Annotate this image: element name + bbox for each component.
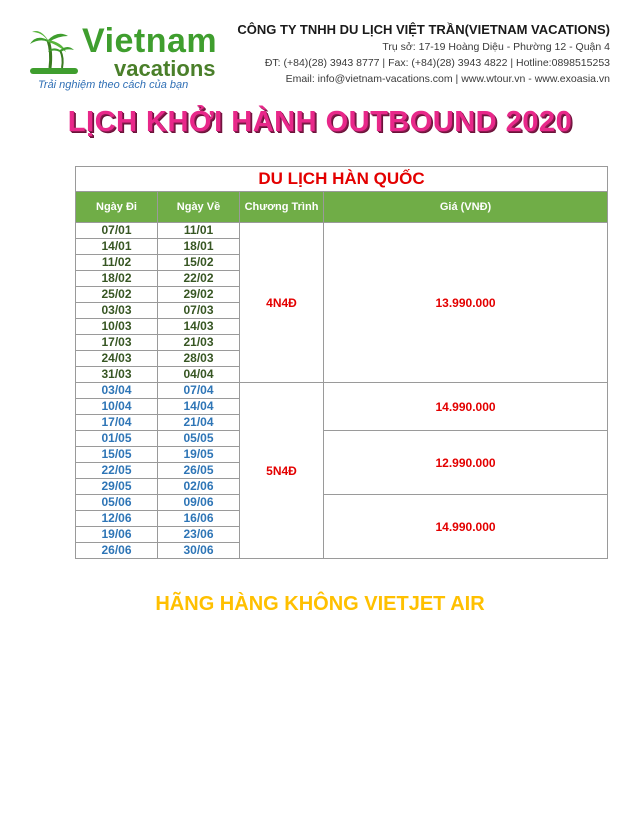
- depart-date: 01/05: [76, 431, 158, 447]
- return-date: 09/06: [158, 495, 240, 511]
- company-contact: Email: info@vietnam-vacations.com | www.wtour.vn - www.exoasia.vn: [285, 73, 610, 85]
- table-row: [76, 495, 608, 511]
- return-date: 14/04: [158, 399, 240, 415]
- company-address: Trụ sở: 17-19 Hoàng Diệu - Phường 12 - Quận 4: [382, 41, 610, 53]
- section-title: DU LỊCH HÀN QUỐC: [76, 167, 608, 192]
- airline-name: HÃNG HÀNG KHÔNG VIETJET AIR: [155, 593, 485, 615]
- depart-date: 15/05: [76, 447, 158, 463]
- depart-date: 17/03: [76, 335, 158, 351]
- company-phone: ĐT: (+84)(28) 3943 8777 | Fax: (+84)(28) 3943 4822 | Hotline:0898515253: [264, 57, 610, 69]
- return-date: 21/04: [158, 415, 240, 431]
- company-name: CÔNG TY TNHH DU LỊCH VIỆT TRẦN(VIETNAM VACATIONS): [237, 22, 610, 37]
- depart-date: 03/04: [76, 383, 158, 399]
- header-price: Giá (VNĐ): [324, 192, 608, 223]
- logo-word-vacations: vacations: [114, 56, 216, 81]
- depart-date: 05/06: [76, 495, 158, 511]
- table-row: [76, 223, 608, 239]
- header-return: Ngày Về: [158, 192, 240, 223]
- return-date: 04/04: [158, 367, 240, 383]
- return-date: 14/03: [158, 319, 240, 335]
- palm-tree-icon: [28, 28, 80, 78]
- price-cell: 13.990.000: [324, 223, 608, 383]
- depart-date: 10/04: [76, 399, 158, 415]
- page-title: LỊCH KHỞI HÀNH OUTBOUND 2020: [67, 106, 573, 138]
- return-date: 23/06: [158, 527, 240, 543]
- return-date: 07/04: [158, 383, 240, 399]
- depart-date: 29/05: [76, 479, 158, 495]
- return-date: 16/06: [158, 511, 240, 527]
- header-program: Chương Trình: [240, 192, 324, 223]
- return-date: 18/01: [158, 239, 240, 255]
- depart-date: 19/06: [76, 527, 158, 543]
- program-cell: 4N4Đ: [240, 223, 324, 383]
- depart-date: 26/06: [76, 543, 158, 559]
- return-date: 02/06: [158, 479, 240, 495]
- depart-date: 07/01: [76, 223, 158, 239]
- depart-date: 17/04: [76, 415, 158, 431]
- depart-date: 10/03: [76, 319, 158, 335]
- company-logo: [28, 22, 228, 97]
- schedule-table: [75, 166, 608, 559]
- depart-date: 12/06: [76, 511, 158, 527]
- return-date: 05/05: [158, 431, 240, 447]
- depart-date: 31/03: [76, 367, 158, 383]
- price-cell: 14.990.000: [324, 495, 608, 559]
- program-cell: 5N4Đ: [240, 383, 324, 559]
- logo-slogan: Trải nghiệm theo cách của bạn: [38, 79, 189, 91]
- schedule-table-wrapper: [75, 166, 607, 559]
- depart-date: 11/02: [76, 255, 158, 271]
- table-row: [76, 383, 608, 399]
- return-date: 11/01: [158, 223, 240, 239]
- return-date: 19/05: [158, 447, 240, 463]
- return-date: 21/03: [158, 335, 240, 351]
- return-date: 30/06: [158, 543, 240, 559]
- depart-date: 25/02: [76, 287, 158, 303]
- table-row: [76, 431, 608, 447]
- price-cell: 12.990.000: [324, 431, 608, 495]
- return-date: 29/02: [158, 287, 240, 303]
- return-date: 15/02: [158, 255, 240, 271]
- logo-word-vietnam: Vietnam: [82, 22, 218, 60]
- depart-date: 18/02: [76, 271, 158, 287]
- depart-date: 24/03: [76, 351, 158, 367]
- company-info: [237, 22, 610, 85]
- return-date: 07/03: [158, 303, 240, 319]
- return-date: 26/05: [158, 463, 240, 479]
- depart-date: 22/05: [76, 463, 158, 479]
- price-cell: 14.990.000: [324, 383, 608, 431]
- header-depart: Ngày Đi: [76, 192, 158, 223]
- depart-date: 14/01: [76, 239, 158, 255]
- return-date: 28/03: [158, 351, 240, 367]
- return-date: 22/02: [158, 271, 240, 287]
- depart-date: 03/03: [76, 303, 158, 319]
